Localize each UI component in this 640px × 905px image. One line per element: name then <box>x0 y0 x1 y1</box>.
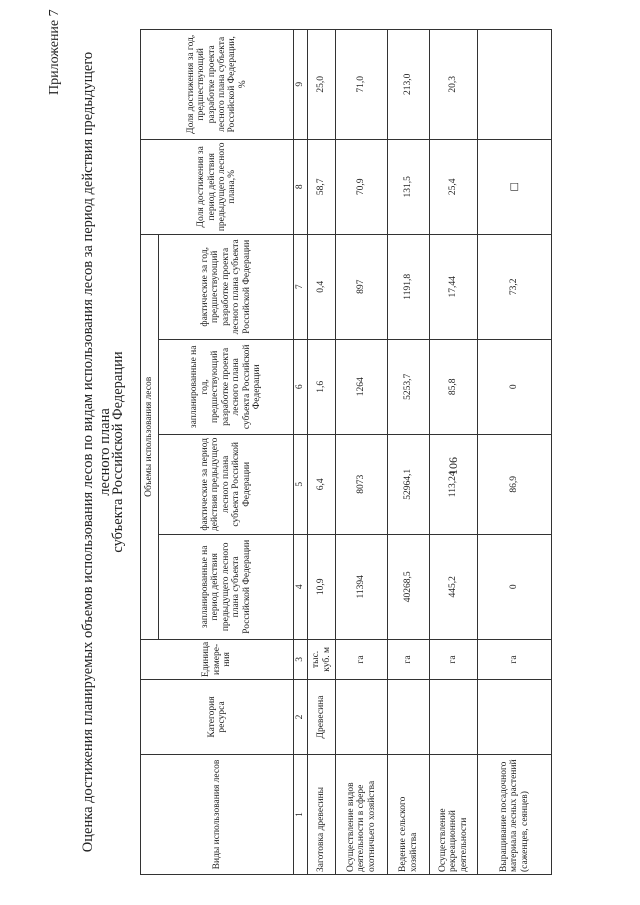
cell-planned-year: 1264 <box>336 339 388 434</box>
cell-actual-year: 17,44 <box>430 234 478 339</box>
column-number: 6 <box>294 339 308 434</box>
cell-unit: га <box>336 639 388 679</box>
cell-unit: га <box>478 639 552 679</box>
header-planned-period: запланированные на период действия предыдущего лесного плана субъекта Российской Федерации <box>159 534 294 639</box>
cell-planned-period: 445,2 <box>430 534 478 639</box>
cell-planned-period: 40268,5 <box>388 534 430 639</box>
header-actual-year: фактические за год, предшествующий разработке проекта лесного плана субъекта Российской Федерации <box>159 234 294 339</box>
header-unit: Единица измере-ния <box>141 639 294 679</box>
cell-actual-period: 52964,1 <box>388 434 430 534</box>
cell-share-period: 131,5 <box>388 139 430 234</box>
cell-actual-year: 73,2 <box>478 234 552 339</box>
cell-planned-period: 0 <box>478 534 552 639</box>
cell-unit: га <box>388 639 430 679</box>
cell-use: Осуществление рекреационной деятельности <box>430 755 478 875</box>
document-subtitle: субъекта Российской Федерации <box>110 351 126 553</box>
column-number: 3 <box>294 639 308 679</box>
cell-use: Выращивание посадочного материала лесных растений (саженцев, сеянцев) <box>478 755 552 875</box>
cell-unit: га <box>430 639 478 679</box>
cell-share-period: □ <box>478 139 552 234</box>
header-resource-category: Категория ресурса <box>141 680 294 755</box>
table-row <box>388 29 430 874</box>
column-number: 7 <box>294 234 308 339</box>
column-number: 5 <box>294 434 308 534</box>
cell-share-year: 20,3 <box>430 29 478 139</box>
cell-actual-period: 8073 <box>336 434 388 534</box>
cell-share-period: 58,7 <box>308 139 336 234</box>
document-title: Оценка достижения планируемых объемов использования лесов по видам использования лесов за период действия предыдущего лесного плана <box>80 51 113 853</box>
page-number: 106 <box>446 457 460 475</box>
header-actual-period: фактические за период действия предыдущего лесного плана субъекта Российской Федерации <box>159 434 294 534</box>
cell-planned-year: 85,8 <box>430 339 478 434</box>
cell-use: Осуществление видов деятельности в сфере охотничьего хозяйства <box>336 755 388 875</box>
cell-planned-year: 5253,7 <box>388 339 430 434</box>
cell-planned-period: 10,9 <box>308 534 336 639</box>
appendix-label: Приложение 7 <box>47 9 62 95</box>
cell-category <box>430 680 478 755</box>
table-row <box>308 29 336 874</box>
header-row-group <box>141 29 159 874</box>
cell-share-year <box>478 29 552 139</box>
cell-category: Древесина <box>308 680 336 755</box>
cell-category <box>336 680 388 755</box>
cell-actual-year: 897 <box>336 234 388 339</box>
cell-use: Ведение сельского хозяйства <box>388 755 430 875</box>
cell-planned-period: 11394 <box>336 534 388 639</box>
cell-actual-period: 6,4 <box>308 434 336 534</box>
cell-use: Заготовка древесины <box>308 755 336 875</box>
cell-planned-year: 0 <box>478 339 552 434</box>
column-number-row <box>294 29 308 874</box>
column-number: 1 <box>294 755 308 875</box>
table-row <box>336 29 388 874</box>
cell-unit: тыс. куб. м <box>308 639 336 679</box>
cell-share-period: 70,9 <box>336 139 388 234</box>
cell-actual-period: 113,24 <box>430 434 478 534</box>
cell-actual-year: 0,4 <box>308 234 336 339</box>
cell-category <box>388 680 430 755</box>
cell-share-period: 25,4 <box>430 139 478 234</box>
forest-use-table <box>140 29 552 875</box>
header-share-period: Доля достижения за период действия предыдущего лесного плана,% <box>141 139 294 234</box>
column-number: 4 <box>294 534 308 639</box>
table-row <box>430 29 478 874</box>
header-use-types: Виды использования лесов <box>141 755 294 875</box>
cell-share-year: 25,0 <box>308 29 336 139</box>
table-row <box>478 29 552 874</box>
cell-share-year: 71,0 <box>336 29 388 139</box>
header-volumes-group: Объемы использования лесов <box>141 234 159 639</box>
cell-actual-period: 86,9 <box>478 434 552 534</box>
cell-category <box>478 680 552 755</box>
column-number: 8 <box>294 139 308 234</box>
header-planned-year: запланированные на год, предшествующий разработке проекта лесного плана субъекта Российской Федерации <box>159 339 294 434</box>
cell-planned-year: 1,6 <box>308 339 336 434</box>
cell-share-year: 213,0 <box>388 29 430 139</box>
cell-actual-year: 1191,8 <box>388 234 430 339</box>
column-number: 2 <box>294 680 308 755</box>
header-share-year: Доля достижения за год, предшествующий разработке проекта лесного плана субъекта Российской Федерации, % <box>141 29 294 139</box>
column-number: 9 <box>294 29 308 139</box>
